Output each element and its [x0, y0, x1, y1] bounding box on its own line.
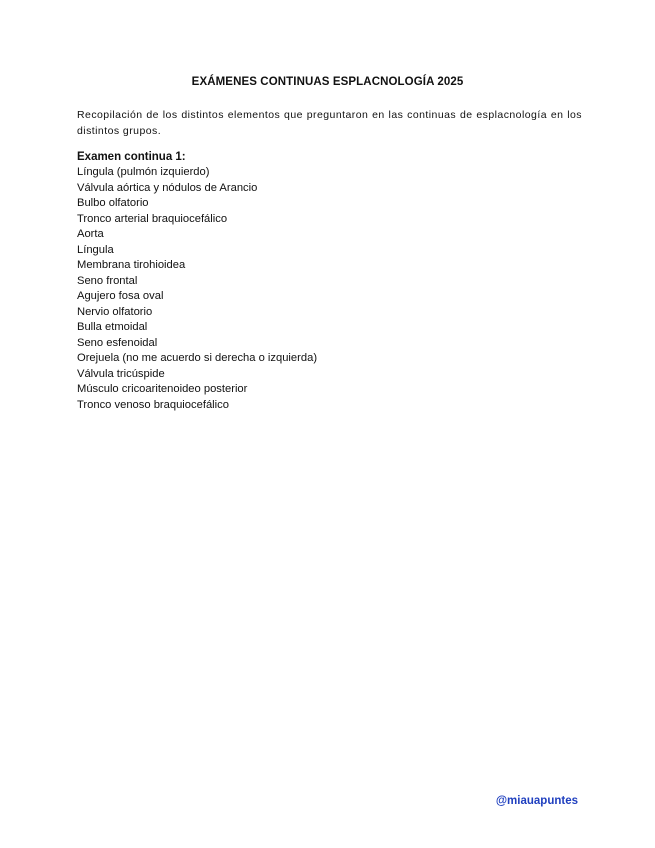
- list-item: Seno esfenoidal: [77, 336, 158, 349]
- list-item: Bulbo olfatorio: [77, 197, 149, 209]
- list-item: Aorta: [77, 228, 104, 240]
- document-title: EXÁMENES CONTINUAS ESPLACNOLOGÍA 2025: [191, 76, 464, 88]
- list-item: Válvula tricúspide: [77, 367, 165, 380]
- list-item: Músculo cricoaritenoideo posterior: [77, 383, 248, 395]
- list-item: Orejuela (no me acuerdo si derecha o izquierda): [77, 352, 318, 364]
- list-item: Tronco arterial braquiocefálico: [77, 212, 228, 225]
- list-item: Língula (pulmón izquierdo): [77, 166, 210, 178]
- list-item: Nervio olfatorio: [77, 305, 153, 318]
- list-item: Válvula aórtica y nódulos de Arancio: [77, 181, 258, 194]
- intro-paragraph: Recopilación de los distintos elementos que preguntaron en las continuas de esplacnología en los distintos grupos.: [77, 109, 582, 137]
- author-handle: @miauapuntes: [495, 795, 578, 807]
- list-item: Bulla etmoidal: [77, 321, 148, 333]
- list-item: Agujero fosa oval: [77, 290, 164, 302]
- section-heading: Examen continua 1:: [77, 151, 186, 163]
- list-item: Língula: [77, 243, 114, 256]
- list-item: Seno frontal: [77, 274, 138, 287]
- list-item: Membrana tirohioidea: [77, 259, 186, 271]
- exam-item-list: [77, 165, 317, 413]
- list-item: Tronco venoso braquiocefálico: [77, 398, 229, 411]
